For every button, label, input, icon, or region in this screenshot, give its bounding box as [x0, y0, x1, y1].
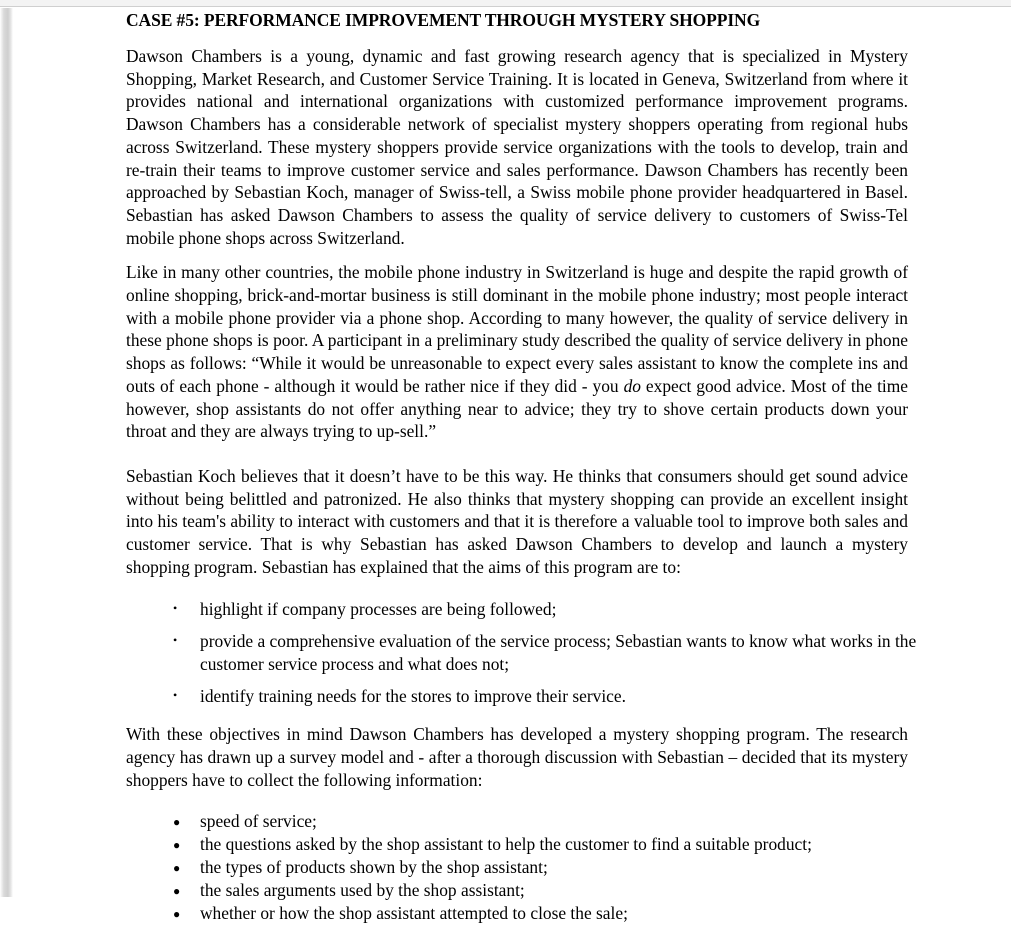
- case-title: CASE #5: PERFORMANCE IMPROVEMENT THROUGH MYSTERY SHOPPING: [126, 10, 761, 30]
- paragraph-industry-context-part2: expect good advice. Most of the time however, shop assistants do not offer anything near to advice; they try to shove certain products down your throat and they are always trying to up-sell.”: [126, 375, 908, 442]
- list-item-label: speed of service;: [200, 811, 317, 832]
- bullet-circle-icon: [173, 879, 180, 904]
- list-item-label: whether or how the shop assistant attempted to close the sale;: [200, 903, 628, 924]
- list-item-label: highlight if company processes are being followed;: [200, 599, 557, 620]
- bullet-dot-icon: [173, 598, 177, 622]
- bullet-circle-icon: [173, 833, 180, 858]
- paragraph-company-intro: Dawson Chambers is a young, dynamic and fast growing research agency that is specialized in Mystery Shopping, Market Research, and Customer Service Training. It is located in Geneva, Switzerland from where it provides national and international organizations with customized performance improvement programs. Dawson Chambers has a considerable network of specialist mystery shoppers operating from regional hubs across Switzerland. These mystery shoppers provide service organizations with the tools to develop, train and re-train their teams to improve customer service and sales performance. Dawson Chambers has recently been approached by Sebastian Koch, manager of Swiss-tell, a Swiss mobile phone provider headquartered in Basel. Sebastian has asked Dawson Chambers to assess the quality of service delivery to customers of Swiss-Tel mobile phone shops across Switzerland.: [126, 46, 908, 248]
- window-top-band: [0, 0, 1011, 7]
- information-list: [126, 810, 908, 925]
- list-item-label: the types of products shown by the shop assistant;: [200, 857, 548, 878]
- list-item-label: provide a comprehensive evaluation of the service process; Sebastian wants to know what works in the customer service process and what does not;: [200, 631, 917, 674]
- list-item: [126, 856, 908, 879]
- paragraph-survey-model: With these objectives in mind Dawson Chambers has developed a mystery shopping program. The research agency has drawn up a survey model and - after a thorough discussion with Sebastian – decided that its mystery shoppers have to collect the following information:: [126, 724, 908, 790]
- list-item: [126, 598, 970, 621]
- document-page: [13, 8, 1011, 924]
- list-item: [126, 833, 908, 856]
- paragraph-koch-beliefs: Sebastian Koch believes that it doesn’t have to be this way. He thinks that consumers should get sound advice without being belittled and patronized. He also thinks that mystery shopping can provide an excellent insight into his team's ability to interact with customers and that it is therefore a valuable tool to improve both sales and customer service. That is why Sebastian has asked Dawson Chambers to develop and launch a mystery shopping program. Sebastian has explained that the aims of this program are to:: [126, 465, 908, 577]
- bullet-circle-icon: [173, 810, 180, 835]
- list-item-label: identify training needs for the stores to improve their service.: [200, 685, 626, 706]
- bullet-circle-icon: [173, 856, 180, 881]
- list-item: [126, 630, 970, 675]
- paragraph-industry-context-part1: Like in many other countries, the mobile phone industry in Switzerland is huge and despite the rapid growth of online shopping, brick-and-mortar business is still dominant in the mobile phone industry; most people interact with a mobile phone provider via a phone shop. According to many however, the quality of service delivery in these phone shops is poor. A participant in a preliminary study described the quality of service delivery in phone shops as follows: “While it would be unreasonable to expect every sales assistant to know the complete ins and outs of each phone - although it would be rather nice if they did - you: [126, 262, 908, 396]
- list-item-label: the sales arguments used by the shop assistant;: [200, 880, 525, 901]
- emphasis-do: do: [623, 375, 641, 396]
- bullet-dot-icon: [173, 685, 177, 709]
- list-item: [126, 810, 908, 833]
- bullet-circle-icon: [173, 902, 180, 927]
- document-content: [126, 10, 917, 925]
- bullet-dot-icon: [173, 630, 177, 654]
- aims-list: [126, 598, 917, 707]
- list-item: [126, 902, 908, 925]
- paragraph-industry-context: [126, 261, 908, 443]
- list-item: [126, 685, 970, 708]
- list-item: [126, 879, 908, 902]
- list-item-label: the questions asked by the shop assistant to help the customer to find a suitable product;: [200, 834, 812, 855]
- page-left-edge-shadow: [0, 8, 13, 897]
